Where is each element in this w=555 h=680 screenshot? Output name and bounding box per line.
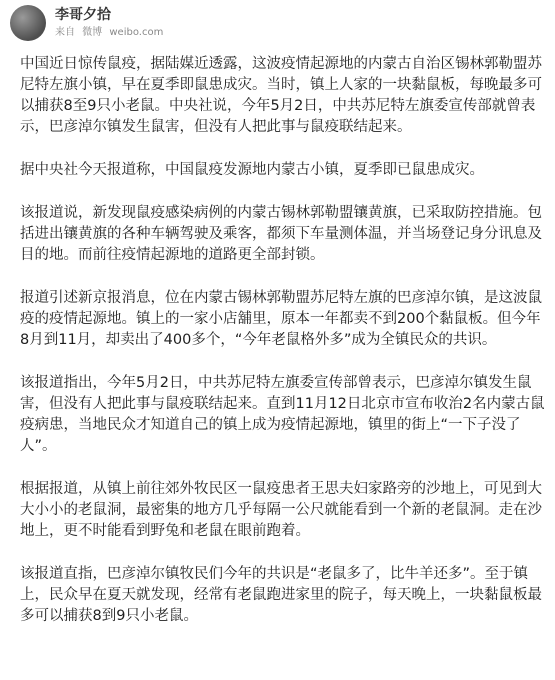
post-body — [8, 54, 547, 627]
post-paragraph: 报道引述新京报消息，位在内蒙古锡林郭勒盟苏尼特左旗的巴彦淖尔镇，是这波鼠疫的疫情起源地。镇上的一家小店舖里，原本一年都卖不到200个黏鼠板。但今年8月到11月，却卖出了400多个，“今年老鼠格外多”成为全镇民众的共识。 — [20, 290, 542, 348]
source-domain: weibo.com — [109, 27, 164, 38]
post-paragraph: 据中央社今天报道称，中国鼠疫发源地内蒙古小镇，夏季即已鼠患成灾。 — [20, 162, 484, 178]
post-header — [8, 0, 547, 46]
avatar[interactable] — [10, 5, 46, 41]
author-meta — [55, 6, 163, 40]
post-paragraph: 该报道指出，今年5月2日，中共苏尼特左旗委宣传部曾表示，巴彦淖尔镇发生鼠害，但没有人把此事与鼠疫联结起来。直到11月12日北京市宣布收治2名内蒙古鼠疫病患，当地民众才知道自己的镇上成为疫情起源地，镇里的街上“一下子没了人”。 — [20, 375, 545, 454]
post-paragraph: 中国近日惊传鼠疫，据陆媒近透露，这波疫情起源地的内蒙古自治区锡林郭勒盟苏尼特左旗小镇，早在夏季即鼠患成灾。当时，镇上人家的一块黏鼠板，每晚最多可以捕获8至9只小老鼠。中央社说，今年5月2日，中共苏尼特左旗委宣传部就曾表示，巴彦淖尔镇发生鼠害，但没有人把此事与鼠疫联结起来。 — [20, 56, 542, 135]
source-prefix: 来自 — [55, 27, 75, 38]
post-paragraph: 根据报道，从镇上前往郊外牧民区一鼠疫患者王思夫妇家路旁的沙地上，可见到大大小小的老鼠洞，最密集的地方几乎每隔一公尺就能看到一个新的老鼠洞。走在沙地上，更不时能看到野兔和老鼠在眼前跑着。 — [20, 481, 542, 539]
post-paragraph: 该报道直指，巴彦淖尔镇牧民们今年的共识是“老鼠多了，比牛羊还多”。至于镇上，民众早在夏天就发现，经常有老鼠跑进家里的院子，每天晚上，一块黏鼠板最多可以捕获8到9只小老鼠。 — [20, 566, 542, 624]
post-paragraph: 该报道说，新发现鼠疫感染病例的内蒙古锡林郭勒盟镶黄旗，已采取防控措施。包括进出镶黄旗的各种车辆驾驶及乘客，都须下车量测体温，并当场登记身分讯息及目的地。而前往疫情起源地的道路更全部封锁。 — [20, 205, 542, 263]
source-name[interactable]: 微博 — [82, 27, 103, 38]
author-name[interactable]: 李哥夕拾 — [55, 7, 111, 23]
post-source — [55, 26, 163, 40]
